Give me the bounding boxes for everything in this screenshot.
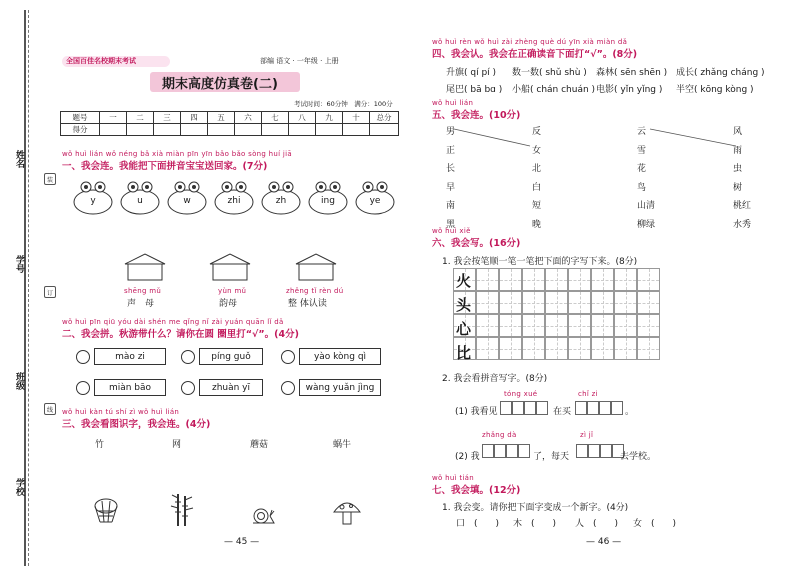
- score-input-cell[interactable]: [343, 124, 370, 136]
- pinyin-baby-label: zh: [275, 196, 287, 206]
- student-id-label: 学号: [14, 255, 24, 273]
- grid-writing-cell[interactable]: [637, 268, 660, 291]
- grid-writing-cell[interactable]: [591, 291, 614, 314]
- tianzige-box[interactable]: [575, 401, 587, 415]
- q5-pinyin: wǒ huì lián: [432, 99, 474, 107]
- grid-writing-cell[interactable]: [522, 314, 545, 337]
- score-input-cell[interactable]: [100, 124, 127, 136]
- house-finals[interactable]: [207, 252, 253, 282]
- binding-cut-line: [28, 10, 29, 566]
- choice-circle[interactable]: [76, 350, 90, 364]
- grid-writing-cell[interactable]: [522, 291, 545, 314]
- tianzige-box[interactable]: [494, 444, 506, 458]
- score-input-cell[interactable]: [370, 124, 399, 136]
- mushroom-icon: [332, 498, 362, 526]
- binding-strip: [0, 0, 58, 576]
- exam-info: 考试时间：60分钟 满分：100分: [294, 100, 393, 108]
- score-input-cell[interactable]: [262, 124, 289, 136]
- word-item[interactable]: 雪: [637, 145, 647, 156]
- score-input-cell[interactable]: [181, 124, 208, 136]
- house-icon: [293, 252, 339, 282]
- tianzige-box[interactable]: [518, 444, 530, 458]
- word-item[interactable]: 山清: [637, 201, 656, 211]
- grid-char: 火: [456, 272, 472, 290]
- house-label: 声 母: [127, 299, 155, 309]
- grid-writing-cell[interactable]: [591, 268, 614, 291]
- new-char-item[interactable]: 口 ( ): [456, 519, 500, 529]
- score-header-cell: 八: [289, 112, 316, 124]
- house-label: 整 体认读: [288, 299, 327, 309]
- word-item[interactable]: 北: [532, 164, 542, 174]
- word-item[interactable]: 鸟: [637, 182, 647, 193]
- s2-pinyin-2: zì jǐ: [580, 431, 594, 439]
- word-item[interactable]: 短: [532, 201, 542, 211]
- grid-writing-cell[interactable]: [499, 314, 522, 337]
- choice-circle[interactable]: [76, 381, 90, 395]
- s1-pinyin-1: tóng xué: [504, 390, 538, 398]
- reading-item[interactable]: 半空( kōng kòng ): [676, 85, 754, 95]
- s2-prefix: (2) 我: [455, 452, 480, 462]
- q3-pinyin: wǒ huì kàn tú shí zì wǒ huì lián: [62, 408, 180, 416]
- house-icon: [207, 252, 253, 282]
- pinyin-baby-1[interactable]: [72, 178, 114, 216]
- pinyin-baby-3[interactable]: [166, 178, 208, 216]
- grid-char: 头: [456, 296, 472, 314]
- pinyin-baby-5[interactable]: [260, 178, 302, 216]
- grid-writing-cell[interactable]: [499, 268, 522, 291]
- grid-writing-cell[interactable]: [614, 314, 637, 337]
- q5-connect-lines: [440, 122, 780, 222]
- grid-writing-cell[interactable]: [614, 291, 637, 314]
- choice-circle[interactable]: [181, 350, 195, 364]
- snail-picture[interactable]: [250, 506, 276, 530]
- house-whole-syllables[interactable]: [293, 252, 339, 282]
- option-box: zhuàn yī: [199, 379, 263, 396]
- q6-pinyin: wǒ huì xiě: [432, 227, 471, 235]
- q5-column-3: [637, 124, 655, 235]
- score-input-cell[interactable]: [154, 124, 181, 136]
- score-header-cell: 三: [154, 112, 181, 124]
- binding-hole-1: 装: [44, 173, 56, 185]
- word-item[interactable]: 晚: [532, 219, 542, 230]
- grid-writing-cell[interactable]: [614, 337, 637, 360]
- score-input-cell[interactable]: [127, 124, 154, 136]
- mushroom-picture[interactable]: [332, 498, 362, 530]
- pinyin-baby-label: ing: [321, 196, 335, 206]
- q4-title: 四、我会认。我会在正确读音下面打“√”。(8分): [432, 49, 638, 60]
- score-table: [60, 111, 399, 136]
- score-input-cell[interactable]: [208, 124, 235, 136]
- s2-end: 去学校。: [620, 452, 657, 462]
- house-initials[interactable]: [122, 252, 168, 282]
- word-item[interactable]: 正: [446, 145, 456, 156]
- score-header-cell: 九: [316, 112, 343, 124]
- banner-text: 全国百佳名校期末考试: [66, 57, 136, 65]
- q5-column-4: [733, 124, 751, 235]
- q2-pinyin: wǒ huì pīn qiū yóu dài shén me qǐng nǐ zài yuán quān lǐ dǎ: [62, 318, 284, 326]
- word-item[interactable]: 反: [532, 127, 542, 137]
- word-item[interactable]: 花: [637, 164, 647, 174]
- pinyin-baby-label: u: [137, 196, 143, 206]
- page-title: 期末高度仿真卷(二): [162, 77, 278, 92]
- q6-sub2: 2. 我会看拼音写字。(8分): [442, 374, 548, 384]
- bamboo-picture[interactable]: [170, 492, 194, 532]
- q1-title: 一、我会连。我能把下面拼音宝宝送回家。(7分): [62, 161, 268, 172]
- word-item[interactable]: 男: [446, 127, 456, 137]
- q6-title: 六、我会写。(16分): [432, 238, 521, 249]
- score-header-cell: 七: [262, 112, 289, 124]
- stroke-order-grid: [453, 268, 661, 364]
- score-header-cell: 四: [181, 112, 208, 124]
- reading-item[interactable]: 森林( sēn shēn ): [596, 68, 668, 78]
- tianzige-box[interactable]: [588, 444, 600, 458]
- choice-circle[interactable]: [281, 350, 295, 364]
- tianzige-box[interactable]: [599, 401, 611, 415]
- score-header-cell: 六: [235, 112, 262, 124]
- word-item[interactable]: 桃红: [733, 201, 752, 211]
- net-picture[interactable]: [92, 496, 120, 530]
- grid-writing-cell[interactable]: [499, 291, 522, 314]
- binding-hole-2: 订: [44, 286, 56, 298]
- grid-writing-cell[interactable]: [568, 314, 591, 337]
- tianzige-box[interactable]: [500, 401, 512, 415]
- tianzige-box[interactable]: [611, 401, 623, 415]
- grid-writing-cell[interactable]: [476, 291, 499, 314]
- snail-icon: [250, 506, 276, 526]
- grid-writing-cell[interactable]: [568, 291, 591, 314]
- q7-pinyin: wǒ huì tián: [432, 474, 474, 482]
- s1-prefix: (1) 我看见: [455, 407, 498, 417]
- word-mushroom[interactable]: 蘑菇: [250, 440, 269, 450]
- word-net[interactable]: 网: [172, 440, 182, 450]
- pinyin-baby-4[interactable]: [213, 178, 255, 216]
- word-item[interactable]: 女: [532, 145, 542, 156]
- s1-pinyin-2: chǐ zi: [578, 390, 598, 398]
- school-label: 学校: [14, 478, 24, 496]
- score-header-cell: 五: [208, 112, 235, 124]
- word-item[interactable]: 云: [637, 127, 647, 137]
- score-header-cell: 十: [343, 112, 370, 124]
- q7-sub1: 1. 我会变。请你把下面字变成一个新字。(4分): [442, 503, 629, 513]
- house-pinyin: shēng mǔ: [124, 287, 162, 295]
- score-table-score-row: [61, 124, 399, 136]
- word-item[interactable]: 白: [532, 182, 542, 193]
- word-item[interactable]: 水秀: [733, 219, 752, 230]
- q6-sub1: 1. 我会按笔顺一笔一笔把下面的字写下来。(8分): [442, 257, 638, 267]
- pinyin-baby-label: zhi: [227, 196, 241, 206]
- score-input-cell[interactable]: [316, 124, 343, 136]
- grid-writing-cell[interactable]: [591, 337, 614, 360]
- grid-writing-cell[interactable]: [476, 337, 499, 360]
- pinyin-baby-label: y: [90, 196, 96, 206]
- tianzige-box[interactable]: [587, 401, 599, 415]
- word-item[interactable]: 树: [733, 182, 743, 193]
- score-header-cell: 一: [100, 112, 127, 124]
- q4-pinyin: wǒ huì rèn wǒ huì zài zhèng què dú yīn xià miàn dǎ: [432, 38, 628, 46]
- new-char-item[interactable]: 木 ( ): [513, 519, 557, 529]
- grid-writing-cell[interactable]: [545, 268, 568, 291]
- option-box: miàn bāo: [94, 379, 166, 396]
- q3-title: 三、我会看图识字，我会连。(4分): [62, 419, 211, 430]
- grid-writing-cell[interactable]: [545, 314, 568, 337]
- grid-writing-cell[interactable]: [476, 268, 499, 291]
- q1-pinyin: wǒ huì lián wǒ néng bǎ xià miàn pīn yīn bǎo bǎo sòng huí jiā: [62, 150, 293, 158]
- word-bamboo[interactable]: 竹: [95, 440, 105, 450]
- grid-writing-cell[interactable]: [637, 314, 660, 337]
- grid-writing-cell[interactable]: [545, 337, 568, 360]
- score-header-cell: 总分: [370, 112, 399, 124]
- grid-writing-cell[interactable]: [614, 268, 637, 291]
- bamboo-icon: [170, 492, 194, 528]
- word-item[interactable]: 雨: [733, 145, 743, 156]
- grid-char: 比: [456, 344, 472, 362]
- tianzige-box[interactable]: [524, 401, 536, 415]
- word-item[interactable]: 黑: [446, 219, 456, 230]
- tianzige-box[interactable]: [506, 444, 518, 458]
- tianzige-box[interactable]: [512, 401, 524, 415]
- score-input-cell[interactable]: [289, 124, 316, 136]
- word-snail[interactable]: 蜗牛: [333, 440, 352, 450]
- tianzige-box[interactable]: [576, 444, 588, 458]
- edition-text: 部编 语文 · 一年级 · 上册: [260, 57, 339, 65]
- reading-item[interactable]: 电影( yǐn yǐng ): [596, 85, 663, 95]
- reading-item[interactable]: 尾巴( bā bɑ ): [446, 85, 503, 95]
- name-label: 姓名: [14, 150, 24, 168]
- binding-hole-3: 线: [44, 403, 56, 415]
- net-icon: [92, 496, 120, 526]
- s2-mid: 了，每天: [533, 452, 570, 462]
- choice-circle[interactable]: [281, 381, 295, 395]
- reading-item[interactable]: 数一数( shǔ shù ): [512, 68, 587, 78]
- q5-title: 五、我会连。(10分): [432, 110, 521, 121]
- score-header-cell: 二: [127, 112, 154, 124]
- score-header-cell: 题号: [61, 112, 100, 124]
- score-row-label: 得分: [61, 124, 100, 136]
- grid-writing-cell[interactable]: [568, 337, 591, 360]
- tianzige-box[interactable]: [482, 444, 494, 458]
- tianzige-box[interactable]: [536, 401, 548, 415]
- house-icon: [122, 252, 168, 282]
- right-page-number: — 46 —: [586, 537, 622, 547]
- grid-writing-cell[interactable]: [591, 314, 614, 337]
- reading-item[interactable]: 升旗( qí pí ): [446, 68, 497, 78]
- s1-end: 。: [625, 407, 635, 417]
- q5-column-2: [532, 124, 541, 235]
- score-input-cell[interactable]: [235, 124, 262, 136]
- house-label: 韵母: [219, 299, 238, 309]
- grid-writing-cell[interactable]: [522, 268, 545, 291]
- word-item[interactable]: 早: [446, 182, 456, 193]
- grid-writing-cell[interactable]: [522, 337, 545, 360]
- option-box: mào zi: [94, 348, 166, 365]
- score-table-header-row: [61, 112, 399, 124]
- reading-item[interactable]: 成长( zhǎng cháng ): [676, 68, 765, 78]
- option-box: yào kòng qì: [299, 348, 381, 365]
- grid-writing-cell[interactable]: [499, 337, 522, 360]
- pinyin-baby-label: ye: [369, 196, 381, 206]
- class-label: 班级: [14, 372, 24, 390]
- tianzige-box[interactable]: [600, 444, 612, 458]
- word-item[interactable]: 虫: [733, 164, 743, 174]
- word-item[interactable]: 长: [446, 164, 456, 174]
- pinyin-baby-7[interactable]: [354, 178, 396, 216]
- s2-pinyin-1: zhǎng dà: [482, 431, 517, 439]
- word-item[interactable]: 风: [733, 127, 743, 137]
- grid-writing-cell[interactable]: [637, 291, 660, 314]
- q5-column-1: [446, 124, 455, 235]
- new-char-item[interactable]: 人 ( ): [575, 519, 619, 529]
- word-item[interactable]: 南: [446, 201, 456, 211]
- option-box: wàng yuǎn jìng: [299, 379, 381, 396]
- new-char-item[interactable]: 女 ( ): [633, 519, 677, 529]
- grid-writing-cell[interactable]: [476, 314, 499, 337]
- pinyin-baby-label: w: [183, 196, 191, 206]
- choice-circle[interactable]: [181, 381, 195, 395]
- option-box: píng guǒ: [199, 348, 263, 365]
- left-page-number: — 45 —: [224, 537, 260, 547]
- q2-title: 二、我会拼。秋游带什么？请你在圆 圈里打“√”。(4分): [62, 329, 299, 340]
- pinyin-baby-6[interactable]: [307, 178, 349, 216]
- pinyin-babies: [72, 178, 402, 218]
- grid-writing-cell[interactable]: [637, 337, 660, 360]
- house-pinyin: zhěng tǐ rèn dú: [286, 287, 344, 295]
- grid-writing-cell[interactable]: [568, 268, 591, 291]
- grid-char: 心: [456, 320, 472, 338]
- reading-item[interactable]: 小船( chán chuán ): [512, 85, 596, 95]
- pinyin-baby-2[interactable]: [119, 178, 161, 216]
- house-pinyin: yùn mǔ: [218, 287, 247, 295]
- q7-title: 七、我会填。(12分): [432, 485, 521, 496]
- s1-mid: 在买: [553, 407, 572, 417]
- word-item[interactable]: 柳绿: [637, 219, 656, 230]
- grid-writing-cell[interactable]: [545, 291, 568, 314]
